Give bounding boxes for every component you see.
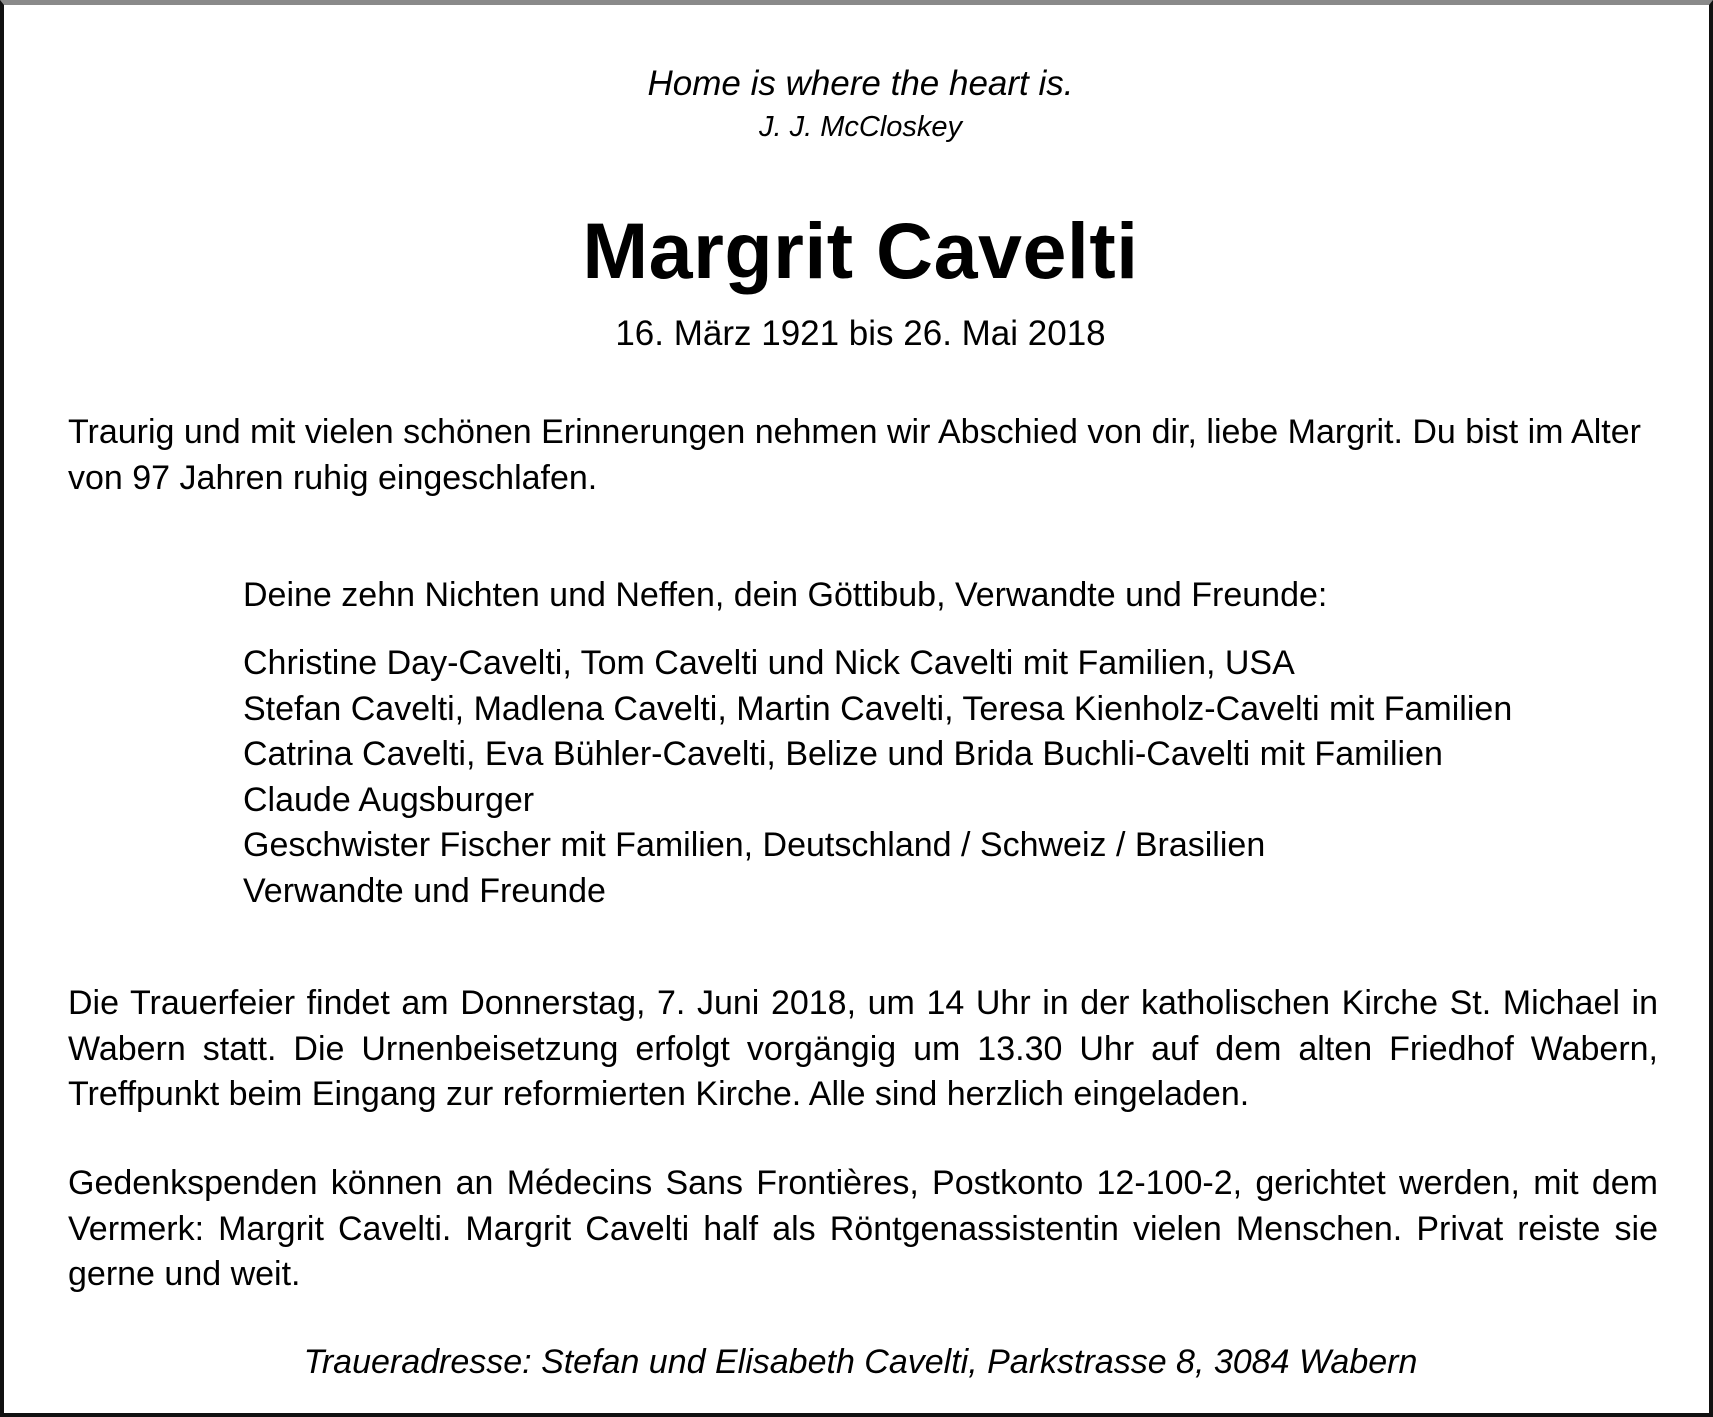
deceased-name: Margrit Cavelti [582,206,1139,295]
family-member: Geschwister Fischer mit Familien, Deutschland / Schweiz / Brasilien [243,826,1266,864]
ceremony-paragraph: Die Trauerfeier findet am Donnerstag, 7. Juni 2018, um 14 Uhr in der katholischen Kirche St. Michael in Wabern statt. Die Urnenbeisetzung erfolgt vorgängig um 13.30 Uhr auf dem alten Friedhof Wabern, Treffpunkt beim Eingang zur reformierten Kirche. Alle sind herzlich eingeladen. [68,984,1658,1113]
mourning-address: Traueradresse: Stefan und Elisabeth Cavelti, Parkstrasse 8, 3084 Wabern [303,1343,1418,1381]
family-heading: Deine zehn Nichten und Neffen, dein Göttibub, Verwandte und Freunde: [243,576,1328,614]
family-list [243,641,1512,914]
family-member: Christine Day-Cavelti, Tom Cavelti und Nick Cavelti mit Familien, USA [243,644,1295,682]
epigraph-author: J. J. McCloskey [758,111,963,143]
epigraph-quote: Home is where the heart is. [647,64,1074,103]
family-member: Claude Augsburger [243,780,535,819]
farewell-paragraph: Traurig und mit vielen schönen Erinnerungen nehmen wir Abschied von dir, liebe Margrit. Du bist im Alter von 97 Jahren ruhig eingeschlafen. [68,413,1641,497]
life-dates: 16. März 1921 bis 26. Mai 2018 [615,314,1106,353]
family-member: Stefan Cavelti, Madlena Cavelti, Martin Cavelti, Teresa Kienholz-Cavelti mit Familien [243,689,1513,728]
family-member: Catrina Cavelti, Eva Bühler-Cavelti, Belize und Brida Buchli-Cavelti mit Familien [243,735,1443,773]
family-member: Verwandte und Freunde [243,871,606,910]
donations-paragraph: Gedenkspenden können an Médecins Sans Frontières, Postkonto 12-100-2, gerichtet werden, mit dem Vermerk: Margrit Cavelti. Margrit Cavelti half als Röntgenassistentin vielen Menschen. Privat reiste sie gerne und weit. [68,1164,1658,1293]
